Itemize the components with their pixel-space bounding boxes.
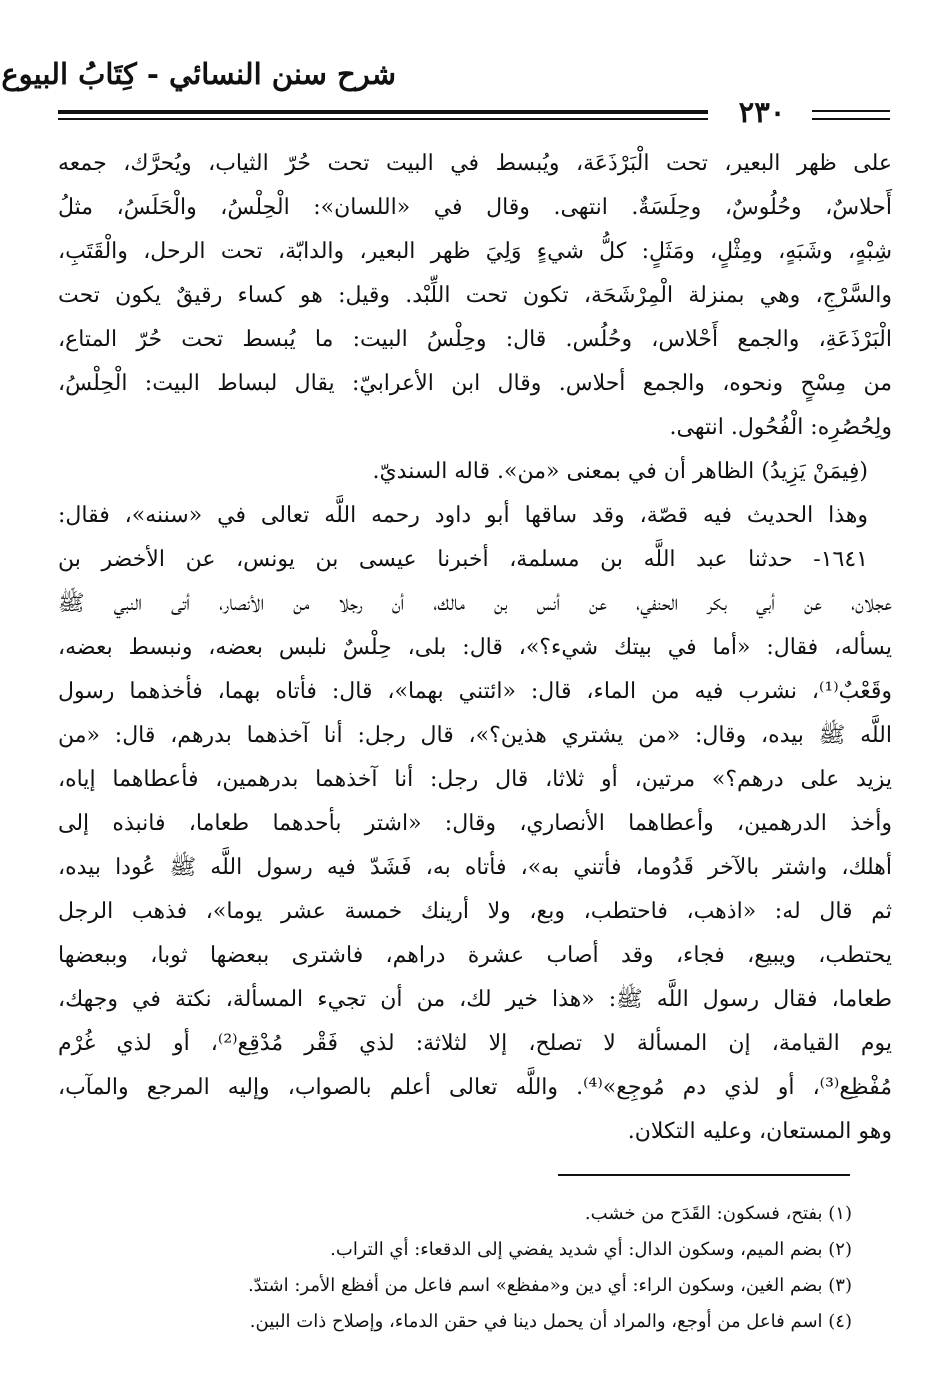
text-line: يوم القيامة، إن المسألة لا تصلح، إلا لثلاثة: لذي فَقْر مُدْقِع⁽²⁾، أو لذي غُرْم [58,1031,892,1056]
text-line: من مِسْحٍ ونحوه، والجمع أحلاس. وقال ابن الأعرابيّ: يقال لبساط البيت: الْحِلْسُ، [58,371,892,396]
text-line: شِبْهٍ، وشَبَهٍ، ومِثْلٍ، ومَثَلٍ: كلُّ شيءٍ وَلِيَ ظهر البعير، والدابّة، تحت الرحل، والْقَتَبِ، [58,239,892,264]
text-line: على ظهر البعير، تحت الْبَرْذَعَة، ويُبسط في البيت تحت حُرّ الثياب، ويُحرَّك، جمعه [58,151,892,176]
text-line: ثم قال له: «اذهب، فاحتطب، وبع، ولا أرينك خمسة عشر يوما»، فذهب الرجل [58,899,892,924]
text-line: ولِحُصُرِه: الْفُحُول. انتهى. [669,415,892,440]
text-line: وأخذ الدرهمين، وأعطاهما الأنصاري، وقال: «اشتر بأحدهما طعاما، فانبذه إلى [58,811,892,836]
running-title: شرح سنن النسائي - كِتَابُ البيوع [1,57,396,91]
text-line: عجلان، عن أبي بكر الحنفي، عن أنس بن مالك، أن رجلا من الأنصار، أتى النبي ﷺ [58,591,892,616]
text-line: الْبَرْذَعَةِ، والجمع أَحْلاس، وحُلُس. قال: وحِلْسُ البيت: ما يُبسط تحت حُرّ المتاع، [58,327,892,352]
text-line: أَحلاسٌ، وحُلُوسٌ، وحِلَسَةٌ. انتهى. وقال في «اللسان»: الْحِلْسُ، والْحَلَسُ، مثلُ [58,195,892,220]
page-number-rule-bottom [812,118,890,120]
footnote: (٣) بضم الغين، وسكون الراء: أي دين و«مفظع» اسم فاعل من أفظع الأمر: اشتدّ. [247,1275,852,1296]
hadith-number-line: ١٦٤١- حدثنا عبد اللَّه بن مسلمة، أخبرنا عيسى بن يونس، عن الأخضر بن [58,547,868,572]
text-line: وقَعْبٌ⁽¹⁾، نشرب فيه من الماء، قال: «ائتني بهما»، قال: فأتاه بهما، فأخذهما رسول [58,679,892,704]
footnote: (١) بفتح، فسكون: القَدَح من خشب. [584,1203,852,1224]
text-line: يسأله، فقال: «أما في بيتك شيء؟»، قال: بلى، حِلْسٌ نلبس بعضه، ونبسط بعضه، [58,635,892,660]
text-line: مُفْظِع⁽³⁾، أو لذي دم مُوجِع»⁽⁴⁾. واللَّه تعالى أعلم بالصواب، وإليه المرجع والمآب، [58,1075,892,1100]
text-line: يزيد على درهم؟» مرتين، أو ثلاثا، قال رجل: أنا آخذهما بدرهمين، فأعطاهما إياه، [58,767,892,792]
header-rule-thick [58,110,708,114]
page-number: ٢٣٠ [738,95,786,129]
header-rule-thin [58,118,708,120]
text-line: يحتطب، ويبيع، فجاء، وقد أصاب عشرة دراهم، فاشترى ببعضها ثوبا، وببعضها [58,943,892,968]
footnote: (٤) اسم فاعل من أوجع، والمراد أن يحمل دينا في حقن الدماء، وإصلاح ذات البين. [249,1311,852,1332]
text-line: أهلك، واشتر بالآخر قَدُوما، فأتني به»، فأتاه به، فَشَدّ فيه رسول اللَّه ﷺ عُودا بيده، [58,855,892,880]
text-line: والسَّرْجِ، وهي بمنزلة الْمِرْشَحَة، تكون تحت اللِّبْد. وقيل: هو كساء رقيقٌ يكون تحت [58,283,892,308]
footnotes [58,1196,852,1340]
page-number-rule-top [812,110,890,112]
text-line: اللَّه ﷺ بيده، وقال: «من يشتري هذين؟»، قال رجل: أنا آخذهما بدرهم، قال: «من [58,723,892,748]
text-line: طعاما، فقال رسول اللَّه ﷺ: «هذا خير لك، من أن تجيء المسألة، نكتة في وجهك، [58,987,892,1012]
main-text [58,142,892,1154]
text-line: (فِيمَنْ يَزِيدُ) الظاهر أن في بمعنى «من». قاله السنديّ. [372,459,868,484]
footnote-separator [558,1174,850,1176]
footnote: (٢) بضم الميم، وسكون الدال: أي شديد يفضي إلى الدقعاء: أي التراب. [330,1239,852,1260]
text-line: وهذا الحديث فيه قصّة، وقد ساقها أبو داود رحمه اللَّه تعالى في «سننه»، فقال: [58,503,868,528]
text-line: وهو المستعان، وعليه التكلان. [627,1119,892,1144]
